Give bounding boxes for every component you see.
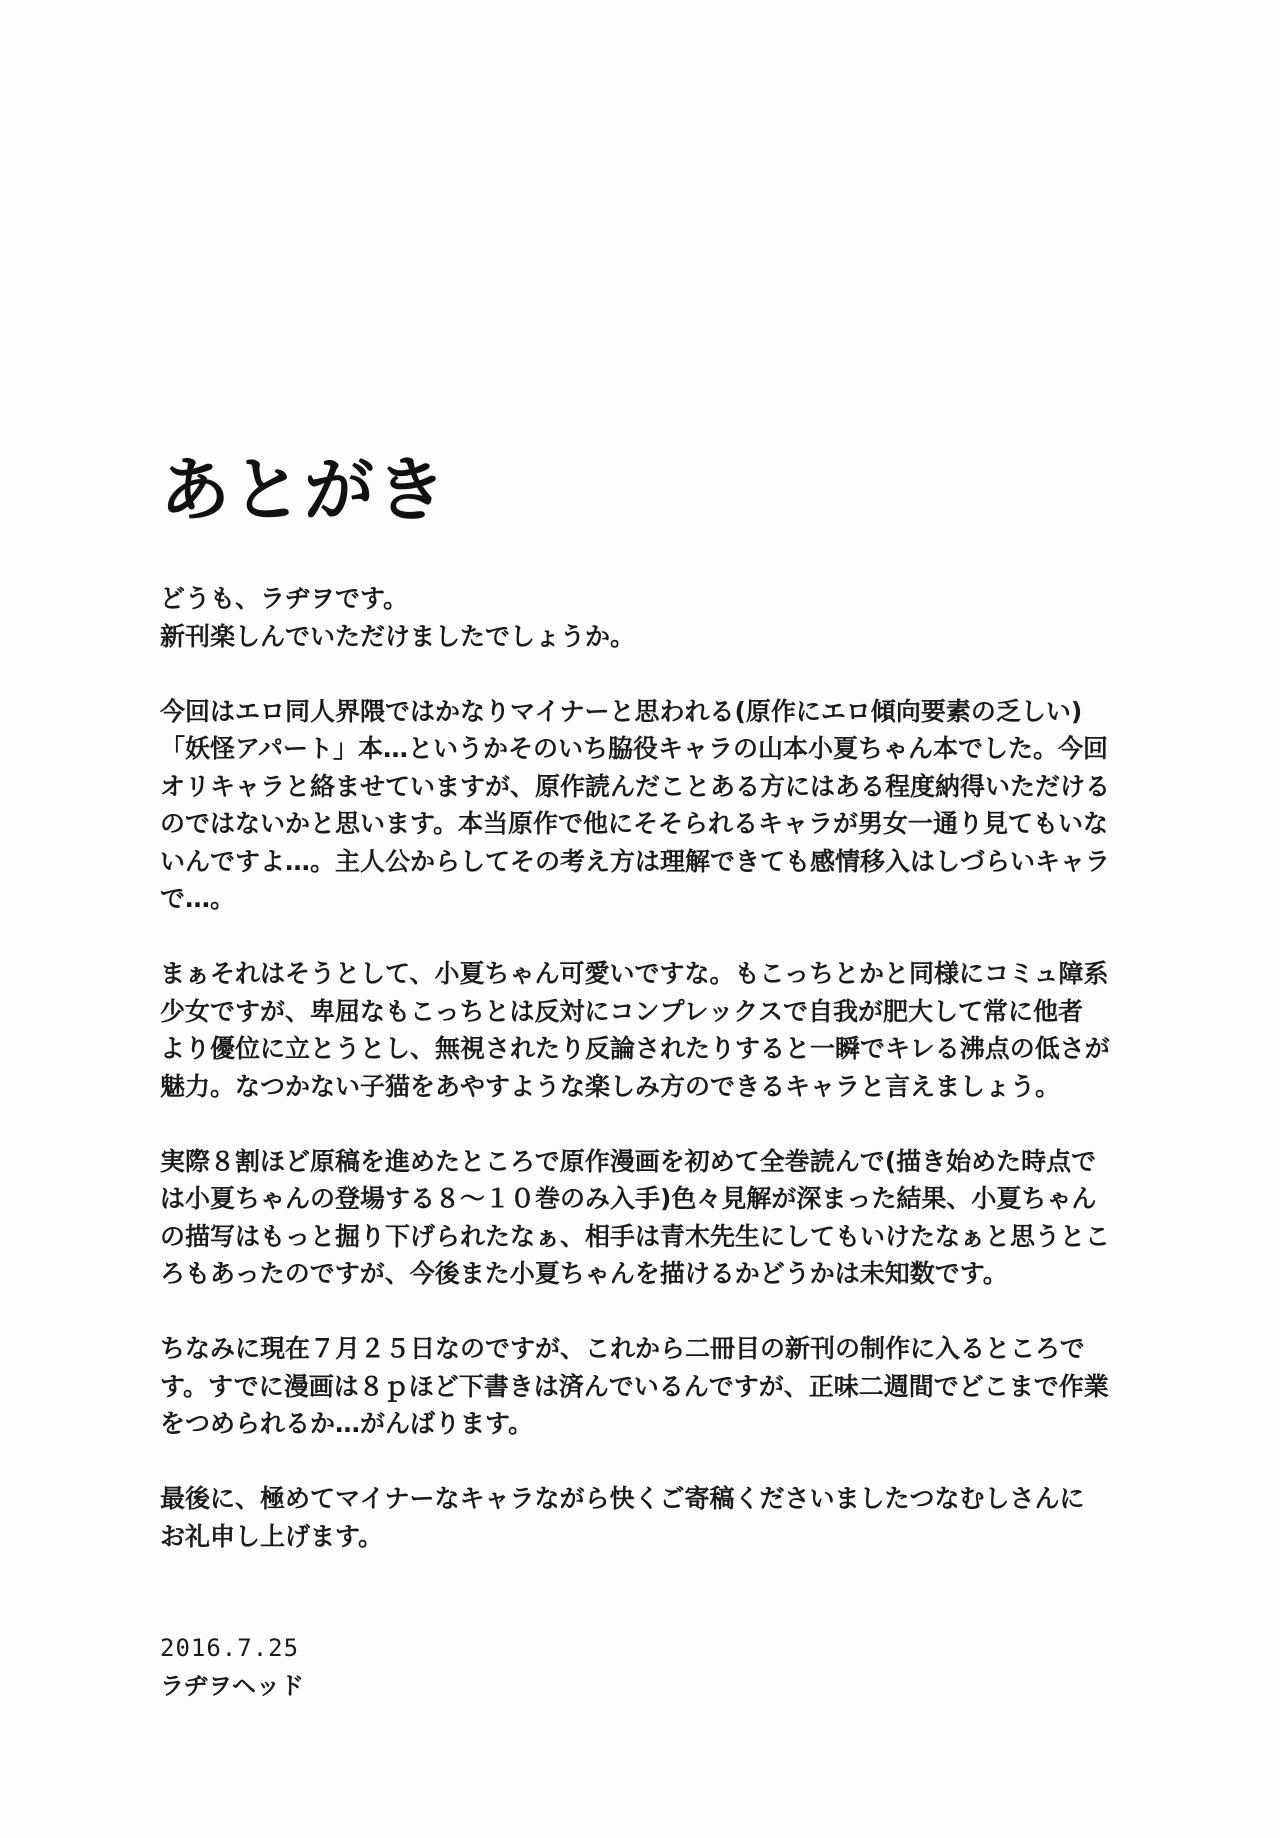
paragraph-greeting: どうも、ラヂヲです。 新刊楽しんでいただけましたでしょうか。 <box>160 584 636 651</box>
paragraph-thanks: 最後に、極めてマイナーなキャラながら快くご寄稿くださいましたつなむしさんに お礼申し上げます。 <box>160 1484 1085 1551</box>
signature-block <box>160 1630 1130 1705</box>
signature-date: 2016.7.25 <box>160 1634 300 1662</box>
afterword-body <box>160 580 1130 1555</box>
paragraph-about-character: まぁそれはそうとして、小夏ちゃん可愛いですな。もこっちとかと同様にコミュ障系 少女ですが、卑屈なもこっちとは反対にコンプレックスで自我が肥大して常に他者 より優位に立とうとし、無視されたり反論されたりすると一瞬でキレる沸点の低さが 魅力。なつかない子猫をあやすような楽しみ方のできるキャラと言えましょう。 <box>160 959 1110 1101</box>
paragraph-about-book: 今回はエロ同人界隈ではかなりマイナーと思われる(原作にエロ傾向要素の乏しい) 「妖怪アパート」本…というかそのいち脇役キャラの山本小夏ちゃん本でした。今回 オリキャラと絡ませていますが、原作読んだことある方にはある程度納得いただける のではないかと思います。本当原作で他にそそられるキャラが男女一通り見てもいな いんですよ…。主人公からしてその考え方は理解できても感情移入はしづらいキャラ で…。 <box>160 696 1111 913</box>
paragraph-next-book: ちなみに現在７月２５日なのですが、これから二冊目の新刊の制作に入るところで す。すでに漫画は８ｐほど下書きは済んでいるんですが、正味二週間でどこまで作業 をつめられるか…がんばります。 <box>160 1334 1109 1438</box>
paragraph-reflection: 実際８割ほど原稿を進めたところで原作漫画を初めて全巻読んで(描き始めた時点で は小夏ちゃんの登場する８～１０巻のみ入手)色々見解が深まった結果、小夏ちゃん の描写はもっと掘り下げられたなぁ、相手は青木先生にしてもいけたなぁと思うとこ ろもあったのですが、今後また小夏ちゃんを描けるかどうかは未知数です。 <box>160 1146 1111 1288</box>
afterword-content <box>160 448 1130 1705</box>
page-title: あとがき <box>160 449 448 531</box>
signature-author: ラヂヲヘッド <box>160 1671 304 1700</box>
